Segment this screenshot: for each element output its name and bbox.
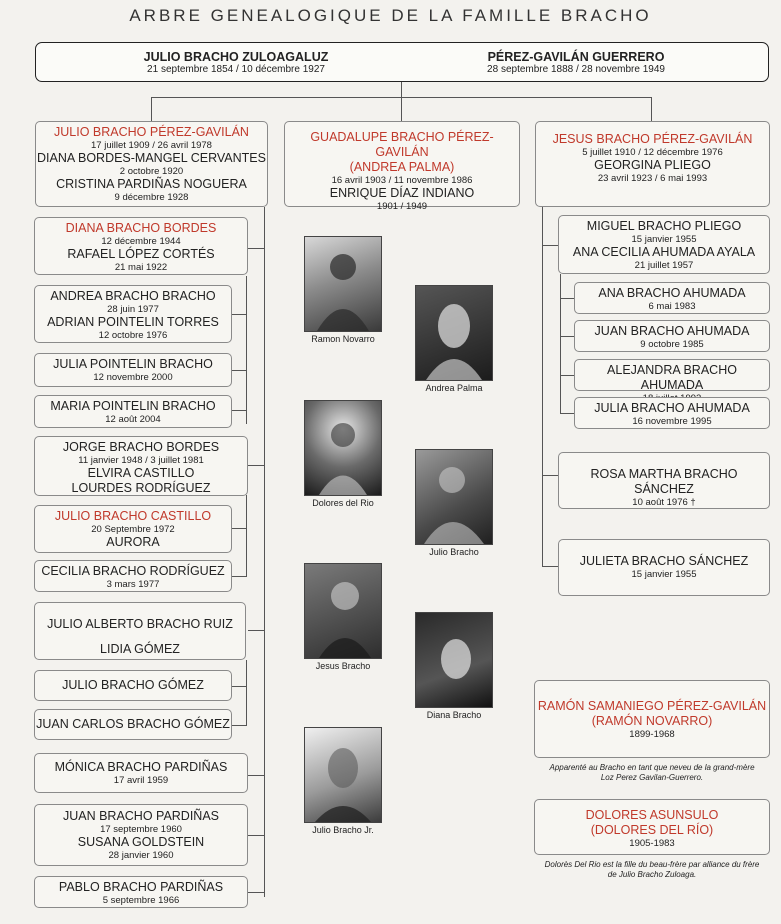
portrait-silhouette-icon <box>416 286 492 380</box>
page-title: ARBRE GENEALOGIQUE DE LA FAMILLE BRACHO <box>129 6 652 25</box>
spouse-dates: 23 avril 1923 / 6 mai 1993 <box>597 173 708 184</box>
connector-line <box>542 566 558 567</box>
portrait-silhouette-icon <box>305 564 381 658</box>
person-maria-pointelin <box>34 395 232 428</box>
person-dates: 17 juillet 1909 / 26 avril 1978 <box>91 140 212 151</box>
photo-julio-bracho <box>415 449 493 545</box>
caption: Diana Bracho <box>426 710 482 720</box>
connector-line <box>651 97 652 121</box>
connector-line <box>232 576 246 577</box>
person-date: 20 Septembre 1972 <box>91 524 175 535</box>
spouse-name: ENRIQUE DÍAZ INDIANO <box>329 186 475 200</box>
spouse-dates: 1901 / 1949 <box>376 201 428 212</box>
person-name: JULIO BRACHO GÓMEZ <box>62 678 204 692</box>
person-name: JULIO BRACHO CASTILLO <box>54 509 212 523</box>
person-andrea-bracho <box>34 285 232 343</box>
person-julieta-bracho <box>558 539 770 596</box>
root-right-name: PÉREZ-GAVILÁN GUERRERO <box>487 50 665 64</box>
caption: Julio Bracho Jr. <box>312 825 374 835</box>
person-dates: 1899-1968 <box>629 729 675 740</box>
connector-line <box>560 298 574 299</box>
connector-line <box>232 370 246 371</box>
spouse-name: LIDIA GÓMEZ <box>100 642 180 656</box>
person-date: 10 août 1976 † <box>632 497 696 508</box>
person-name: ANDREA BRACHO BRACHO <box>50 289 216 303</box>
portrait-silhouette-icon <box>416 613 492 707</box>
connector-line <box>232 410 246 411</box>
person-name: ALEJANDRA BRACHO AHUMADA <box>607 363 737 392</box>
person-date: 12 décembre 1944 <box>101 236 181 247</box>
person-dates: 16 avril 1903 / 11 novembre 1986 <box>331 175 473 186</box>
root-left-dates: 21 septembre 1854 / 10 décembre 1927 <box>147 64 325 75</box>
person-dates: 5 juillet 1910 / 12 décembre 1976 <box>582 147 723 158</box>
person-name: JUAN CARLOS BRACHO GÓMEZ <box>36 717 230 731</box>
person-name: DOLORES ASUNSULO <box>585 808 719 822</box>
person-cecilia-bracho <box>34 560 232 592</box>
caption: Jesus Bracho <box>315 661 371 671</box>
person-name: JULIA BRACHO AHUMADA <box>594 401 750 415</box>
portrait-silhouette-icon <box>305 401 381 495</box>
person-name: JULIO BRACHO PÉREZ-GAVILÁN <box>54 125 249 139</box>
ramon-note: Apparenté au Bracho en tant que neveu de la grand-mère Loz Perez Gavilan-Guerrero. <box>549 763 755 782</box>
person-juan-bracho-pardinas <box>34 804 248 866</box>
related-dolores-del-rio <box>534 799 770 855</box>
portrait-silhouette-icon <box>305 728 381 822</box>
person-julio-bracho-gomez <box>34 670 232 701</box>
spouse-name: LOURDES RODRÍGUEZ <box>71 481 211 495</box>
person-jorge-bracho-bordes <box>34 436 248 496</box>
person-rosa-martha-bracho <box>558 452 770 509</box>
person-name: JULIA POINTELIN BRACHO <box>53 357 213 371</box>
person-date: 3 mars 1977 <box>106 579 160 590</box>
person-date: 11 janvier 1948 / 3 juillet 1981 <box>78 455 204 466</box>
spouse-date: 21 juillet 1957 <box>634 260 694 271</box>
connector-line <box>232 314 246 315</box>
person-julio-bracho-castillo <box>34 505 232 553</box>
person-name: PABLO BRACHO PARDIÑAS <box>58 880 224 894</box>
root-right-dates: 28 septembre 1888 / 28 novembre 1949 <box>487 64 665 75</box>
connector-line <box>248 892 264 893</box>
connector-line <box>248 835 264 836</box>
portrait-silhouette-icon <box>416 450 492 544</box>
person-date: 15 janvier 1955 <box>631 234 697 245</box>
person-alejandra-bracho <box>574 359 770 391</box>
person-name: JESUS BRACHO PÉREZ-GAVILÁN <box>552 132 753 146</box>
connector-line <box>248 775 264 776</box>
connector-line <box>246 660 247 726</box>
spouse-date: 12 octobre 1976 <box>98 330 168 341</box>
person-name: JULIETA BRACHO SÁNCHEZ <box>579 554 749 568</box>
person-name: GUADALUPE BRACHO PÉREZ-GAVILÁN <box>310 130 494 159</box>
person-miguel-bracho-pliego <box>558 215 770 274</box>
spouse-name: AURORA <box>106 535 160 549</box>
person-name: ROSA MARTHA BRACHO SÁNCHEZ <box>590 467 738 496</box>
connector-line <box>232 528 246 529</box>
person-name: DIANA BRACHO BORDES <box>65 221 217 235</box>
person-diana-bracho-bordes <box>34 217 248 275</box>
person-julio-alberto-bracho <box>34 602 246 660</box>
connector-line <box>264 207 265 897</box>
person-jesus-bracho <box>535 121 770 207</box>
person-date: 17 septembre 1960 <box>100 824 182 835</box>
connector-line <box>248 248 264 249</box>
connector-line <box>246 276 247 424</box>
person-monica-bracho <box>34 753 248 793</box>
person-date: 16 novembre 1995 <box>632 416 712 427</box>
caption: Ramon Novarro <box>311 334 375 344</box>
connector-line <box>560 274 561 414</box>
connector-line <box>151 97 152 121</box>
photo-jesus-bracho <box>304 563 382 659</box>
spouse-date: 9 décembre 1928 <box>114 192 189 203</box>
person-name: CECILIA BRACHO RODRÍGUEZ <box>41 564 225 578</box>
caption: Andrea Palma <box>425 383 483 393</box>
person-date: 28 juin 1977 <box>107 304 159 315</box>
person-alias: (DOLORES DEL RÍO) <box>590 823 714 837</box>
person-date: 9 octobre 1985 <box>640 339 704 350</box>
person-name: JUAN BRACHO AHUMADA <box>594 324 750 338</box>
person-name: MARIA POINTELIN BRACHO <box>50 399 216 413</box>
person-date: 5 septembre 1966 <box>102 895 180 906</box>
spouse-date: 28 janvier 1960 <box>108 850 174 861</box>
person-julia-pointelin <box>34 353 232 387</box>
photo-dolores-del-rio <box>304 400 382 496</box>
spouse-date: 21 mai 1922 <box>114 262 168 273</box>
root-left-name: JULIO BRACHO ZULOAGALUZ <box>143 50 329 64</box>
person-date: 15 janvier 1955 <box>631 569 697 580</box>
root-couple-box <box>35 42 769 82</box>
person-ana-bracho-ahumada <box>574 282 770 314</box>
spouse-name: RAFAEL LÓPEZ CORTÉS <box>67 247 215 261</box>
connector-line <box>560 375 574 376</box>
connector-line <box>560 413 574 414</box>
person-julia-bracho-ahumada <box>574 397 770 429</box>
connector-line <box>232 686 246 687</box>
caption: Dolores del Rio <box>312 498 374 508</box>
photo-andrea-palma <box>415 285 493 381</box>
person-alias: (ANDREA PALMA) <box>349 160 455 174</box>
person-name: ANA BRACHO AHUMADA <box>598 286 746 300</box>
person-pablo-bracho <box>34 876 248 908</box>
spouse-date: 2 octobre 1920 <box>119 166 184 177</box>
spouse-name: ELVIRA CASTILLO <box>87 466 195 480</box>
person-date: 17 avril 1959 <box>113 775 169 786</box>
person-name: MÓNICA BRACHO PARDIÑAS <box>54 760 228 774</box>
person-guadalupe-bracho <box>284 121 520 212</box>
person-date: 12 novembre 2000 <box>93 372 173 383</box>
connector-line <box>401 82 402 98</box>
person-date: 6 mai 1983 <box>648 301 696 312</box>
person-dates: 1905-1983 <box>629 838 675 849</box>
connector-line <box>560 336 574 337</box>
spouse-name: SUSANA GOLDSTEIN <box>77 835 205 849</box>
photo-julio-bracho-jr <box>304 727 382 823</box>
connector-line <box>248 630 264 631</box>
photo-diana-bracho <box>415 612 493 708</box>
person-name: RAMÓN SAMANIEGO PÉREZ-GAVILÁN <box>537 699 767 713</box>
spouse-name: ANA CECILIA AHUMADA AYALA <box>572 245 756 259</box>
connector-line <box>401 97 402 121</box>
connector-line <box>232 725 246 726</box>
person-name: JUAN BRACHO PARDIÑAS <box>62 809 220 823</box>
person-alias: (RAMÓN NOVARRO) <box>591 714 713 728</box>
spouse-name: ADRIAN POINTELIN TORRES <box>47 315 219 329</box>
related-ramon-novarro <box>534 680 770 758</box>
person-julio-bracho-perez-gavilan <box>35 121 268 207</box>
dolores-note: Dolorès Del Rio est la fille du beau-frère par alliance du frère de Julio Bracho Zuloaga. <box>544 860 760 879</box>
connector-line <box>542 475 558 476</box>
connector-line <box>248 465 264 466</box>
connector-line <box>246 495 247 577</box>
person-date: 12 août 2004 <box>105 414 161 425</box>
person-juan-carlos-bracho <box>34 709 232 740</box>
person-name: MIGUEL BRACHO PLIEGO <box>586 219 742 233</box>
spouse-name: GEORGINA PLIEGO <box>594 158 711 172</box>
spouse-name: DIANA BORDES-MANGEL CERVANTES <box>37 151 266 165</box>
person-juan-bracho-ahumada <box>574 320 770 352</box>
connector-line <box>542 207 543 567</box>
person-name: JULIO ALBERTO BRACHO RUIZ <box>47 617 233 631</box>
spouse-name: CRISTINA PARDIÑAS NOGUERA <box>56 177 247 191</box>
connector-line <box>542 245 558 246</box>
caption: Julio Bracho <box>429 547 479 557</box>
person-name: JORGE BRACHO BORDES <box>62 440 220 454</box>
portrait-silhouette-icon <box>305 237 381 331</box>
photo-ramon-novarro <box>304 236 382 332</box>
